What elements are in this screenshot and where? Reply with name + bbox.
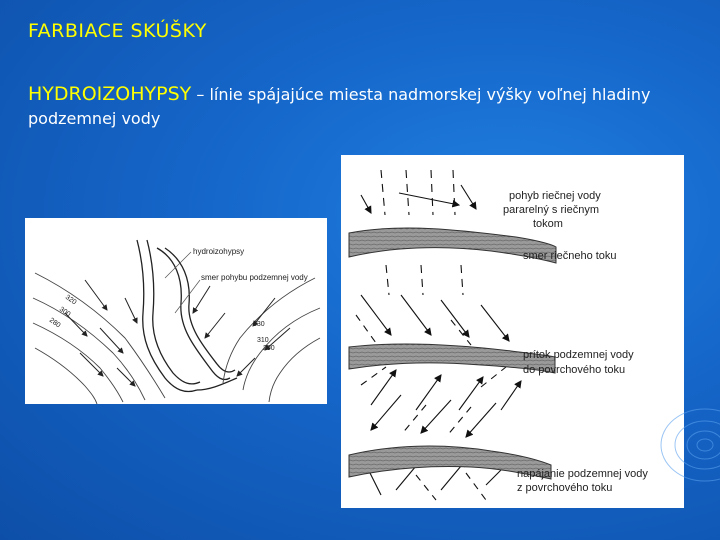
contour-map-drawing [25, 218, 327, 404]
label-panel3-line2: z povrchového toku [517, 482, 613, 494]
label-flow-direction: smer pohybu podzemnej vody [201, 273, 308, 282]
label-panel1-line2: pararelný s riečnym [503, 204, 599, 216]
flow-arrows [361, 185, 476, 213]
label-panel2-line2: do povrchového toku [523, 364, 626, 376]
definition-body: – línie spájajúce miesta nadmorskej výšky voľnej hladiny podzemnej vody [28, 85, 651, 128]
flow-arrows [361, 395, 511, 495]
ripple-decoration [650, 400, 720, 490]
term-hydroizohypsy: HYDROIZOHYPSY [28, 83, 192, 105]
contour-value: 320 [63, 293, 78, 307]
definition-text [28, 82, 718, 131]
slide-title: FARBIACE SKÚŠKY [28, 20, 207, 42]
contour-value: 300 [57, 305, 72, 319]
panel-parallel-flow [349, 170, 617, 295]
label-panel1-river: smer riečneho toku [523, 250, 617, 262]
contour-map-figure [25, 218, 327, 404]
contour-lines [33, 273, 320, 404]
groundwater-flowlines [381, 170, 455, 215]
river-channel [137, 240, 237, 392]
label-hydroizohypsy: hydroizohypsy [193, 247, 245, 256]
contour-value: 330 [253, 321, 265, 328]
groundwater-flowlines [386, 265, 463, 295]
label-panel1-line1: pohyb riečnej vody [509, 190, 601, 202]
label-panel1-line3: tokom [533, 218, 563, 230]
river-interaction-figure [341, 155, 684, 508]
flow-arrows [65, 280, 290, 386]
contour-value: 310 [257, 337, 269, 344]
contour-value: 290 [263, 345, 275, 352]
contour-value: 280 [47, 316, 62, 330]
label-panel2-line1: prítok podzemnej vody [523, 349, 634, 361]
panel-groundwater-inflow [349, 295, 634, 410]
label-leaders [165, 252, 200, 313]
panel-recharge-from-river [349, 395, 648, 500]
label-panel3-line1: napájanie podzemnej vody [517, 468, 648, 480]
river-interaction-drawing [341, 155, 684, 508]
